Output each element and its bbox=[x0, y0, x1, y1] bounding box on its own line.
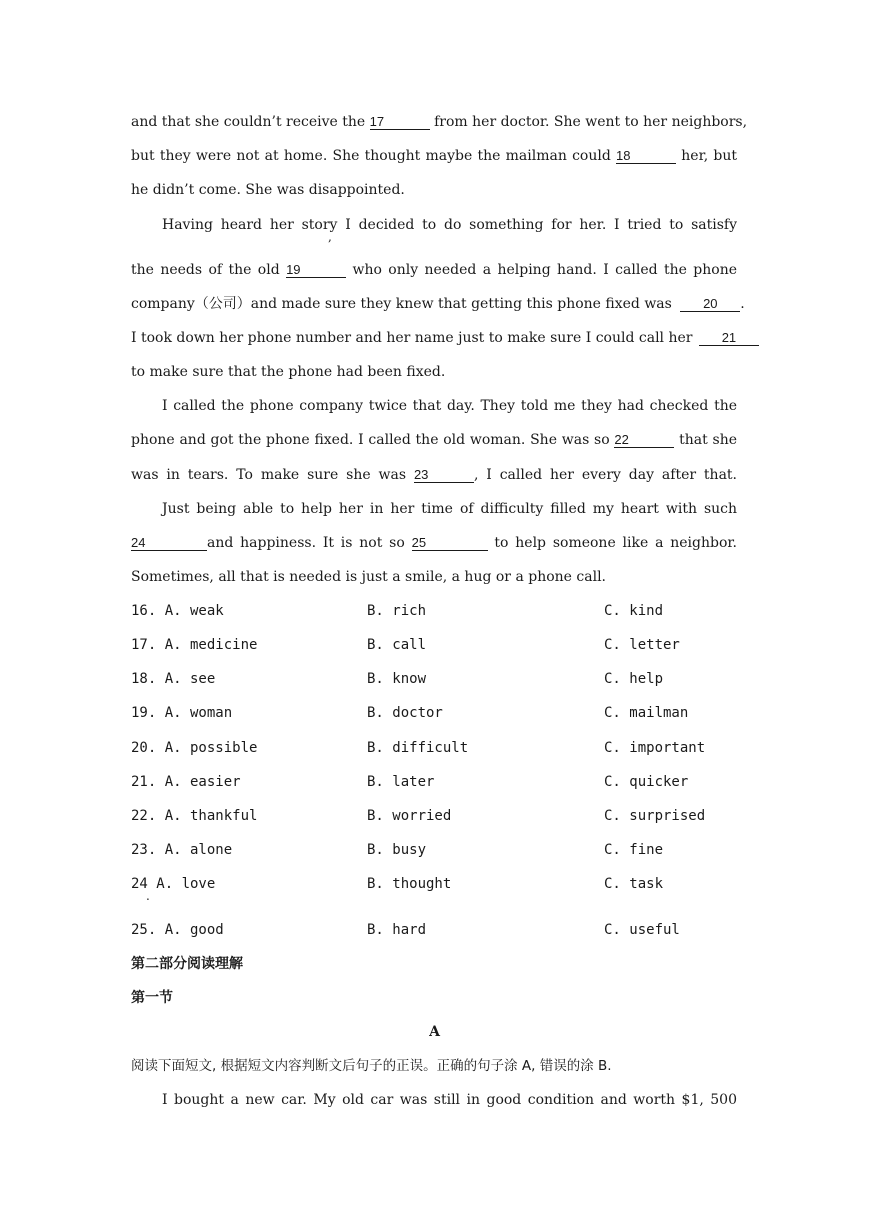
passage-text: but they were not at home. She thought maybe the mailman could bbox=[131, 148, 611, 164]
option-row-21 bbox=[131, 773, 751, 791]
passage-line-2 bbox=[131, 147, 737, 165]
blank-22: 22 bbox=[614, 433, 674, 448]
passage-text: to help someone like a neighbor. bbox=[494, 535, 737, 551]
passage-text: I took down her phone number and her name just to make sure I could call her bbox=[131, 330, 693, 346]
option-a: 19. A. woman bbox=[131, 705, 233, 721]
passage-text: and happiness. It is not so bbox=[207, 535, 405, 551]
option-b: B. busy bbox=[367, 842, 427, 858]
passage-text: and that she couldn’t receive the bbox=[131, 114, 366, 130]
passage-line-12: Just being able to help her in her time of difficulty filled my heart with such bbox=[162, 501, 737, 517]
option-a: 18. A. see bbox=[131, 671, 216, 687]
passage-line-9: I called the phone company twice that day. They told me they had checked the bbox=[162, 398, 737, 414]
option-row-24 bbox=[131, 875, 751, 893]
option-c: C. surprised bbox=[604, 808, 706, 824]
passage-line-6 bbox=[131, 295, 751, 313]
passage-b-line-1: I bought a new car. My old car was still in good condition and worth $1, 500 bbox=[162, 1092, 737, 1108]
option-row-19 bbox=[131, 704, 751, 722]
option-b: B. thought bbox=[367, 876, 452, 892]
option-row-16 bbox=[131, 602, 751, 620]
blank-17: 17 bbox=[370, 115, 430, 130]
passage-line-14: Sometimes, all that is needed is just a smile, a hug or a phone call. bbox=[131, 569, 606, 585]
option-c: C. kind bbox=[604, 603, 664, 619]
passage-line-13 bbox=[131, 534, 737, 552]
option-a: 25. A. good bbox=[131, 922, 224, 938]
blank-21: 21 bbox=[699, 331, 759, 346]
option-a: 21. A. easier bbox=[131, 774, 241, 790]
blank-20: 20 bbox=[680, 297, 740, 312]
option-row-25 bbox=[131, 921, 751, 939]
blank-19: 19 bbox=[286, 263, 346, 278]
passage-text: was in tears. To make sure she was bbox=[131, 467, 407, 483]
instruction-text: 阅读下面短文, 根据短文内容判断文后句子的正误。正确的句子涂 A, 错误的涂 B. bbox=[131, 1058, 612, 1074]
option-b: B. doctor bbox=[367, 705, 443, 721]
blank-25: 25 bbox=[412, 536, 488, 551]
passage-text: from her doctor. She went to her neighbors, bbox=[434, 114, 748, 130]
option-c: C. quicker bbox=[604, 774, 689, 790]
passage-text: company（公司）and made sure they knew that getting this phone fixed was bbox=[131, 296, 672, 312]
passage-text: that she bbox=[679, 432, 738, 448]
passage-line-8: to make sure that the phone had been fixed. bbox=[131, 364, 446, 380]
option-c: C. task bbox=[604, 876, 664, 892]
option-row-17 bbox=[131, 636, 751, 654]
blank-24: 24 bbox=[131, 536, 207, 551]
stray-dot: . bbox=[146, 889, 150, 903]
option-b: B. rich bbox=[367, 603, 427, 619]
option-b: B. hard bbox=[367, 922, 427, 938]
option-row-23 bbox=[131, 841, 751, 859]
option-a: 23. A. alone bbox=[131, 842, 233, 858]
passage-text: the needs of the old bbox=[131, 262, 280, 278]
passage-line-3: he didn’t come. She was disappointed. bbox=[131, 182, 405, 198]
passage-text: , I called her every day after that. bbox=[473, 467, 737, 483]
option-b: B. worried bbox=[367, 808, 452, 824]
passage-text: . bbox=[740, 296, 745, 312]
part-title: 第二部分阅读理解 bbox=[131, 956, 243, 972]
passage-line-5 bbox=[131, 261, 737, 279]
option-c: C. help bbox=[604, 671, 664, 687]
option-b: B. later bbox=[367, 774, 435, 790]
option-b: B. call bbox=[367, 637, 427, 653]
passage-text: phone and got the phone fixed. I called the old woman. She was so bbox=[131, 432, 610, 448]
option-b: B. difficult bbox=[367, 740, 469, 756]
section-title: 第一节 bbox=[131, 990, 173, 1006]
passage-line-4: Having heard her story I decided to do something for her. I tried to satisfy bbox=[162, 217, 737, 233]
option-row-20 bbox=[131, 739, 751, 757]
blank-23: 23 bbox=[414, 468, 474, 483]
option-c: C. letter bbox=[604, 637, 680, 653]
passage-letter: A bbox=[429, 1024, 440, 1040]
passage-text: who only needed a helping hand. I called the phone bbox=[352, 262, 737, 278]
passage-line-10 bbox=[131, 431, 737, 449]
option-a: 22. A. thankful bbox=[131, 808, 258, 824]
option-b: B. know bbox=[367, 671, 427, 687]
option-a: 20. A. possible bbox=[131, 740, 258, 756]
option-c: C. important bbox=[604, 740, 706, 756]
option-c: C. useful bbox=[604, 922, 680, 938]
passage-text: her, but bbox=[681, 148, 737, 164]
option-a: 16. A. weak bbox=[131, 603, 224, 619]
option-row-18 bbox=[131, 670, 751, 688]
blank-18: 18 bbox=[616, 149, 676, 164]
stray-comma: , bbox=[328, 230, 332, 244]
option-c: C. mailman bbox=[604, 705, 689, 721]
option-a: 17. A. medicine bbox=[131, 637, 258, 653]
passage-line-7 bbox=[131, 329, 737, 347]
passage-line-11 bbox=[131, 466, 737, 484]
option-a: 24 A. love bbox=[131, 876, 216, 892]
option-row-22 bbox=[131, 807, 751, 825]
option-c: C. fine bbox=[604, 842, 664, 858]
passage-line-1 bbox=[131, 113, 748, 131]
